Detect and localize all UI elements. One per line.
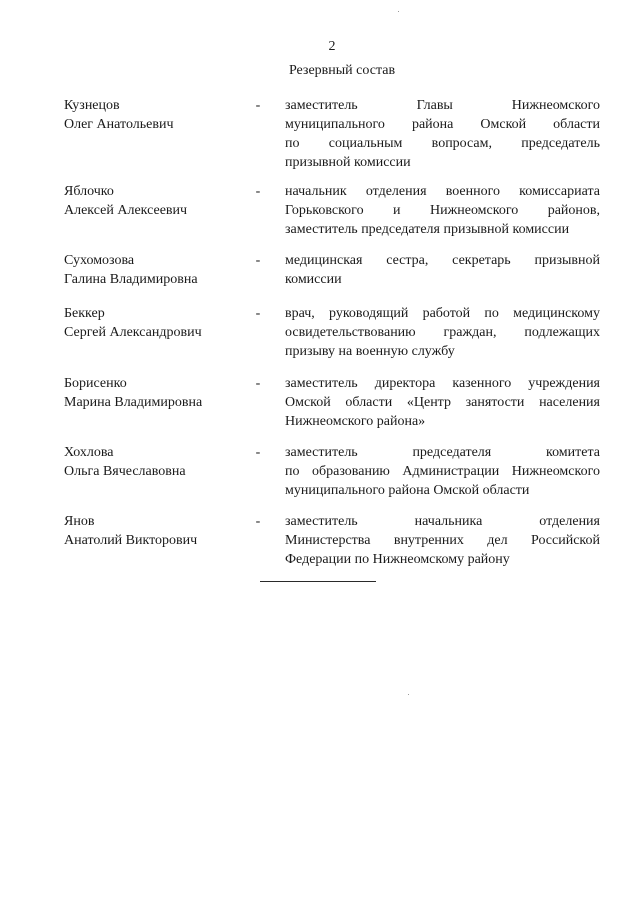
dash-separator: -	[255, 445, 261, 460]
member-name	[64, 251, 244, 289]
role-line: заместитель председателя комитета	[285, 445, 600, 460]
role-line: врач, руководящий работой по медицинскому	[285, 306, 600, 321]
member-surname: Борисенко	[64, 376, 127, 391]
member-given-names: Алексей Алексеевич	[64, 203, 188, 218]
member-role	[285, 251, 600, 289]
member-surname: Беккер	[64, 306, 105, 321]
dash-separator: -	[255, 376, 261, 391]
member-surname: Сухомозова	[64, 253, 135, 268]
role-line: медицинская сестра, секретарь призывной	[285, 253, 600, 268]
page-number: 2	[328, 39, 336, 54]
role-line: Министерства внутренних дел Российской	[285, 533, 600, 548]
member-surname: Хохлова	[64, 445, 114, 460]
role-line: Омской области «Центр занятости населения	[285, 395, 600, 410]
role-line: заместитель начальника отделения	[285, 514, 600, 529]
member-role	[285, 96, 600, 172]
member-given-names: Анатолий Викторович	[64, 533, 198, 548]
role-line: призывной комиссии	[285, 155, 411, 170]
member-surname: Кузнецов	[64, 98, 120, 113]
member-name	[64, 304, 244, 342]
scan-speck	[408, 694, 409, 695]
member-surname: Янов	[64, 514, 95, 529]
role-line: муниципального района Омской области	[285, 117, 600, 132]
member-role	[285, 304, 600, 361]
member-given-names: Ольга Вячеславовна	[64, 464, 186, 479]
member-given-names: Галина Владимировна	[64, 272, 198, 287]
role-line: заместитель директора казенного учреждения	[285, 376, 600, 391]
member-role	[285, 182, 600, 239]
role-line: комиссии	[285, 272, 342, 287]
member-name	[64, 443, 244, 481]
role-line: Горьковского и Нижнеомского районов,	[285, 203, 600, 218]
member-name	[64, 96, 244, 134]
role-line: Федерации по Нижнеомскому району	[285, 552, 510, 567]
member-role	[285, 443, 600, 500]
member-surname: Яблочко	[64, 184, 114, 199]
role-line: по образованию Администрации Нижнеомского	[285, 464, 600, 479]
member-name	[64, 374, 244, 412]
role-line: муниципального района Омской области	[285, 483, 530, 498]
role-line: по социальным вопросам, председатель	[285, 136, 600, 151]
role-line: Нижнеомского района»	[285, 414, 426, 429]
section-title: Резервный состав	[288, 63, 396, 78]
role-line: заместитель председателя призывной комиссии	[285, 222, 570, 237]
role-line: освидетельствованию граждан, подлежащих	[285, 325, 600, 340]
member-role	[285, 374, 600, 431]
member-name	[64, 182, 244, 220]
member-name	[64, 512, 244, 550]
dash-separator: -	[255, 514, 261, 529]
closing-divider-line	[260, 581, 376, 582]
dash-separator: -	[255, 184, 261, 199]
dash-separator: -	[255, 98, 261, 113]
scan-speck	[398, 11, 399, 12]
role-line: призыву на военную службу	[285, 344, 455, 359]
dash-separator: -	[255, 306, 261, 321]
member-given-names: Олег Анатольевич	[64, 117, 174, 132]
dash-separator: -	[255, 253, 261, 268]
role-line: заместитель Главы Нижнеомского	[285, 98, 600, 113]
role-line: начальник отделения военного комиссариата	[285, 184, 600, 199]
member-given-names: Сергей Александрович	[64, 325, 202, 340]
member-role	[285, 512, 600, 569]
member-given-names: Марина Владимировна	[64, 395, 203, 410]
